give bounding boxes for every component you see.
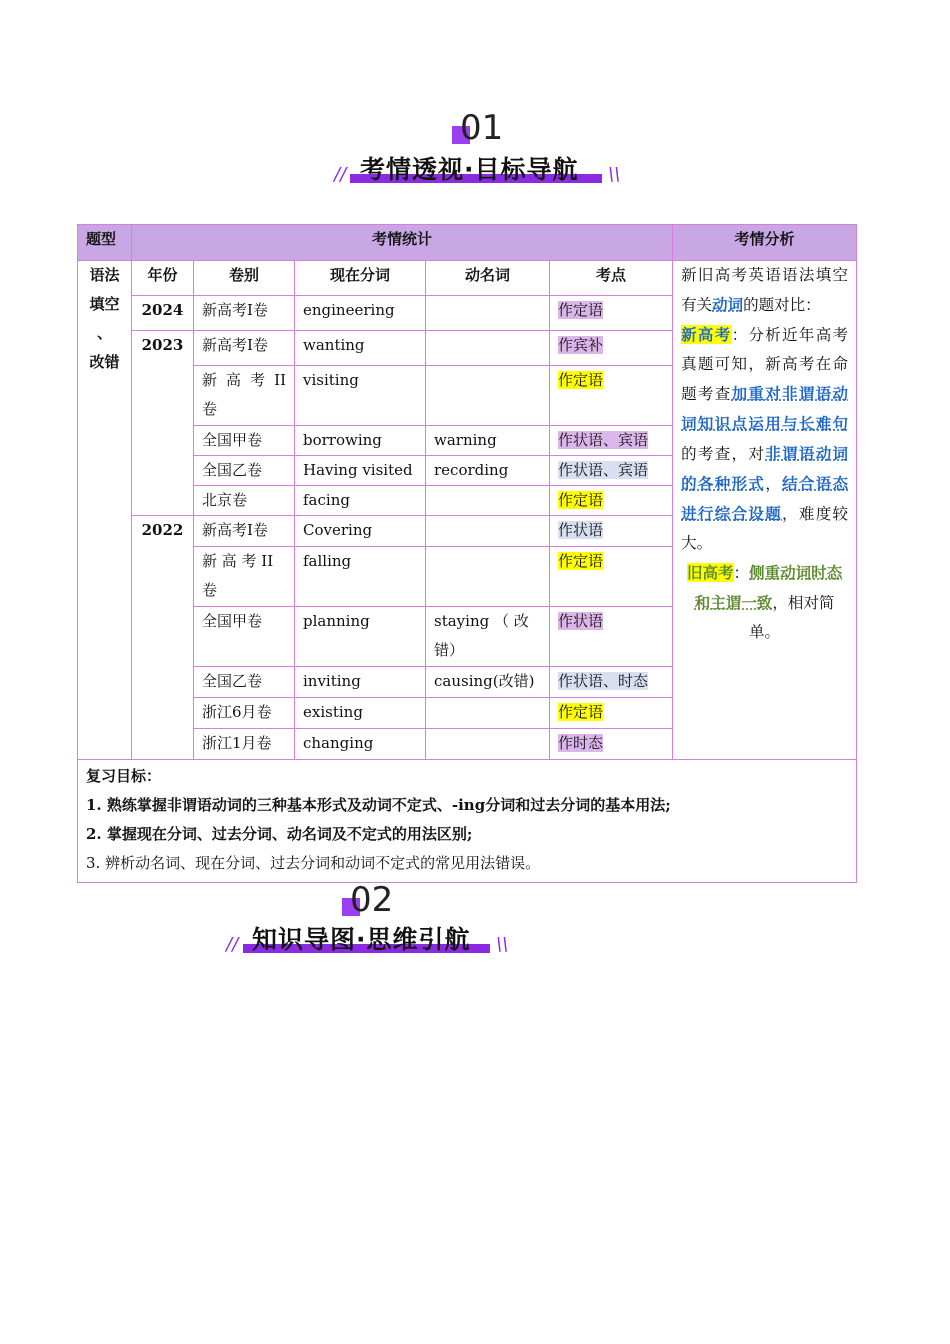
section-number: 02 xyxy=(350,880,394,920)
table-row: 北京卷 facing 作定语 xyxy=(78,486,857,516)
table-row: 全国甲卷 planning staying （ 改错） 作状语 xyxy=(78,607,857,667)
section-number: 01 xyxy=(460,108,504,148)
new-exam-label: 新高考 xyxy=(681,325,732,344)
subheader-point: 考点 xyxy=(550,261,673,296)
table-row: 新 高 考 II 卷 falling 作定语 xyxy=(78,547,857,607)
subheader-year: 年份 xyxy=(132,261,194,296)
section-title: 知识导图·思维引航 xyxy=(252,925,471,954)
header-analysis: 考情分析 xyxy=(673,225,857,261)
goal-item: 1. 熟练掌握非谓语动词的三种基本形式及动词不定式、-ing分词和过去分词的基本用法; xyxy=(86,796,671,814)
subheader-paper: 卷别 xyxy=(194,261,295,296)
old-exam-label: 旧高考 xyxy=(687,563,734,582)
header-type: 题型 xyxy=(78,225,132,261)
table-row: 2023 新高考Ⅰ卷 wanting 作宾补 xyxy=(78,331,857,366)
slash-left-icon: // xyxy=(226,934,239,955)
exam-analysis-table xyxy=(77,224,857,883)
table-row: 2024 新高考I卷 engineering 作定语 xyxy=(78,296,857,331)
slash-right-icon: \\ xyxy=(496,934,509,955)
review-goals xyxy=(78,760,857,883)
table-row: 浙江1月卷 changing 作时态 xyxy=(78,729,857,760)
table-row: 新 高 考 II 卷 visiting 作定语 xyxy=(78,366,857,426)
question-type-cell: 语法 填空 、 改错 xyxy=(78,261,132,760)
table-row: 2022 新高考I卷 Covering 作状语 xyxy=(78,516,857,547)
section-title: 考情透视·目标导航 xyxy=(360,155,579,184)
slash-left-icon: // xyxy=(334,164,347,185)
goal-item: 2. 掌握现在分词、过去分词、动名词及不定式的用法区别; xyxy=(86,825,473,843)
table-row: 全国乙卷 inviting causing(改错) 作状语、时态 xyxy=(78,667,857,698)
slash-right-icon: \\ xyxy=(608,164,621,185)
table-row: 浙江6月卷 existing 作定语 xyxy=(78,698,857,729)
subheader-gerund: 动名词 xyxy=(426,261,550,296)
subheader-pp: 现在分词 xyxy=(295,261,426,296)
header-stats: 考情统计 xyxy=(132,225,673,261)
goals-title: 复习目标： xyxy=(86,767,162,785)
table-row: 全国甲卷 borrowing warning 作状语、宾语 xyxy=(78,426,857,456)
analysis-cell: 新旧高考英语语法填空有关动词的题对比： 新高考：分析近年高考真题可知，新高考在命题考查加重对非谓语动词知识点运用与长难句的考查，对非谓语动词的各种形式，结合语态进行综合设题，难度较大。 旧高考：侧重动词时态和主谓一致，相对简单。 xyxy=(673,261,857,760)
table-row: 全国乙卷 Having visited recording 作状语、宾语 xyxy=(78,456,857,486)
goal-item: 3. 辨析动名词、现在分词、过去分词和动词不定式的常见用法错误。 xyxy=(86,854,541,872)
